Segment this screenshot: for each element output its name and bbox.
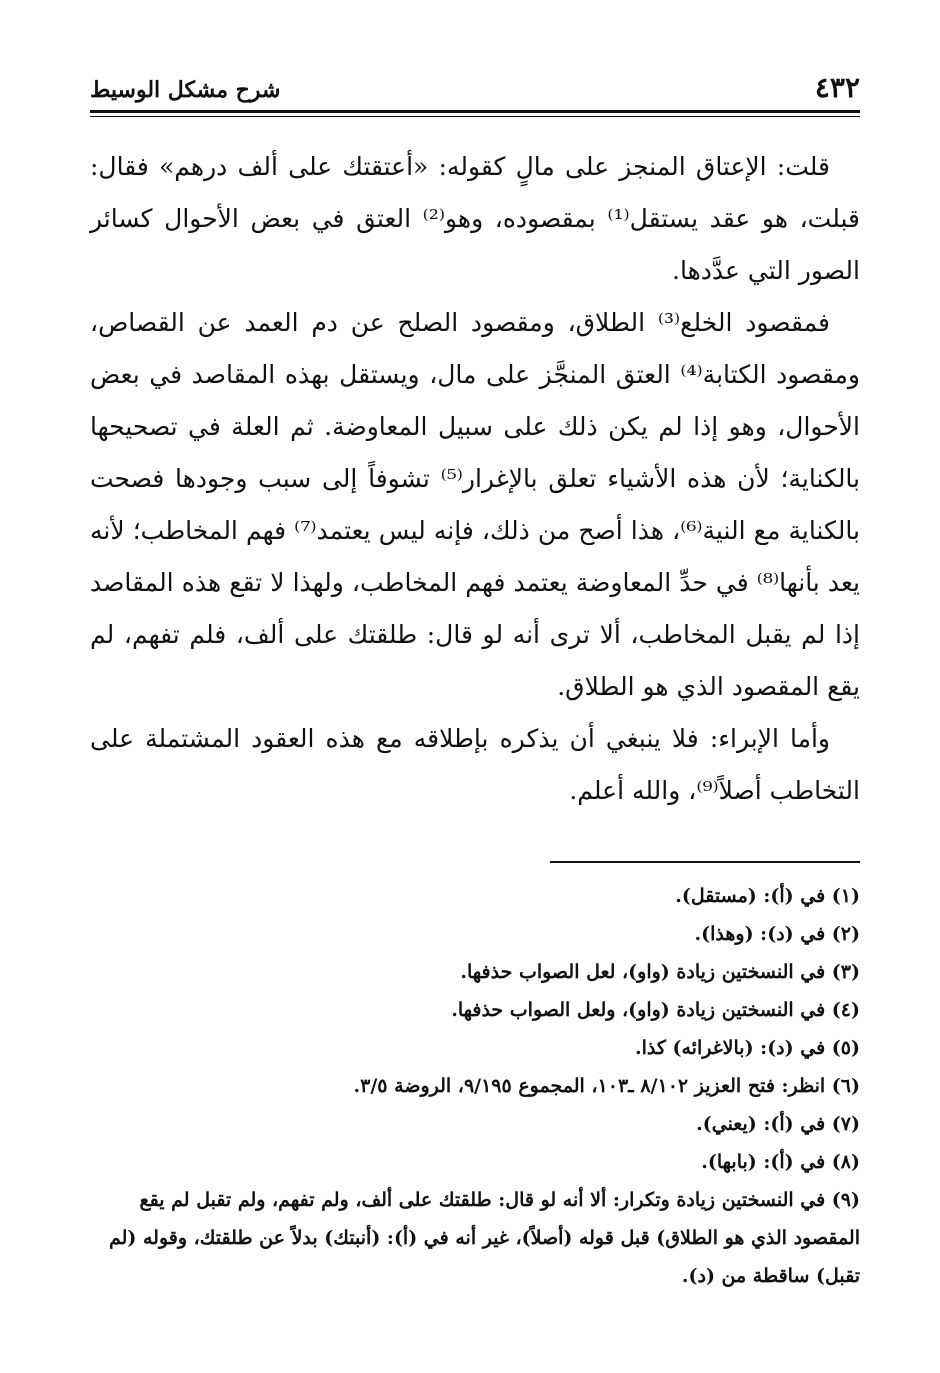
paragraph: فمقصود الخلع⁽³⁾ الطلاق، ومقصود الصلح عن دم العمد عن القصاص، ومقصود الكتابة⁽⁴⁾ العتق المنجَّز على مال، ويستقل بهذه المقاصد في بعض الأحوال، وهو إذا لم يكن ذلك على سبيل المعاوضة. ثم العلة في تصحيحها بالكناية؛ لأن هذه الأشياء تعلق بالإغرار⁽⁵⁾ تشوفاً إلى سبب وجودها فصحت بالكناية مع النية⁽⁶⁾، هذا أصح من ذلك، فإنه ليس يعتمد⁽⁷⁾ فهم المخاطب؛ لأنه يعد بأنها⁽⁸⁾ في حدِّ المعاوضة يعتمد فهم المخاطب، ولهذا لا تقع هذه المقاصد إذا لم يقبل المخاطب، ألا ترى أنه لو قال: طلقتك على ألف، فلم تفهم، لم يقع المقصود الذي هو الطلاق.: [90, 308, 861, 701]
page-header: [90, 70, 860, 113]
footnote: (٧) في (أ): (يعني).: [696, 1113, 860, 1135]
main-text: [90, 141, 860, 817]
footnote: (٩) في النسختين زيادة وتكرار: ألا أنه لو قال: طلقتك على ألف، ولم تفهم، ولم تقبل لم يقع المقصود الذي هو الطلاق) قبل قوله (أصلاً)، غير أنه في (أ): (أنبتك) بدلاً عن طلقتك، وقوله (لم تقبل) ساقطة من (د).: [108, 1189, 860, 1287]
paragraph: قلت: الإعتاق المنجز على مالٍ كقوله: «أعتقتك على ألف درهم» فقال: قبلت، هو عقد يستقل⁽¹⁾ بمقصوده، وهو⁽²⁾ العتق في بعض الأحوال كسائر الصور التي عدَّدها.: [90, 152, 860, 285]
page-number: ٤٣٢: [814, 71, 860, 104]
running-title: شرح مشكل الوسيط: [90, 77, 281, 103]
paragraph: وأما الإبراء: فلا ينبغي أن يذكره بإطلاقه مع هذه العقود المشتملة على التخاطب أصلاً⁽⁹⁾، والله أعلم.: [90, 724, 860, 805]
footnote-separator: [550, 861, 860, 863]
footnotes: [90, 877, 860, 1295]
document-page: [90, 70, 860, 1350]
footnote: (٤) في النسختين زيادة (واو)، ولعل الصواب حذفها.: [451, 999, 860, 1021]
footnote: (٨) في (أ): (بابها).: [701, 1151, 860, 1173]
footnote: (٢) في (د): (وهذا).: [694, 923, 860, 945]
footnote: (٥) في (د): (بالاغرائه) كذا.: [634, 1037, 860, 1059]
footnote: (١) في (أ): (مستقل).: [675, 885, 860, 907]
footnote: (٦) انظر: فتح العزيز ٨/١٠٢ ـ١٠٣، المجموع ٩/١٩٥، الروضة ٣/٥.: [353, 1075, 860, 1097]
footnote: (٣) في النسختين زيادة (واو)، لعل الصواب حذفها.: [460, 961, 860, 983]
